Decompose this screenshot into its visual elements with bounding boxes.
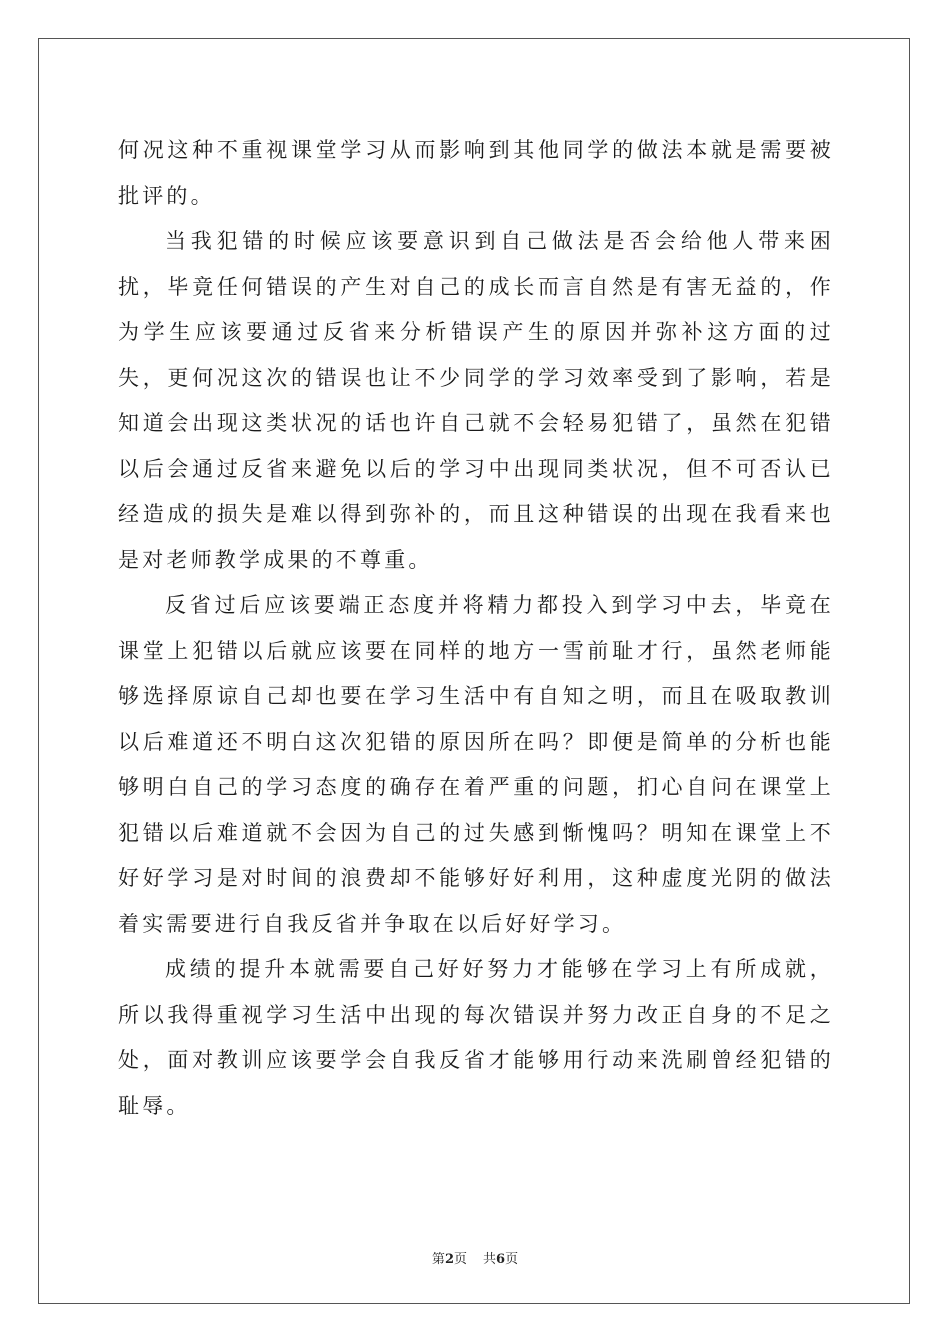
page-number: 2: [444, 1252, 454, 1267]
page-footer: [0, 1248, 950, 1267]
total-prefix: 共: [483, 1252, 497, 1267]
page-prefix: 第: [431, 1252, 445, 1267]
total-pages: 6: [496, 1252, 506, 1267]
page-suffix: 页: [453, 1252, 467, 1267]
paragraph-conclusion: 成绩的提升本就需要自己好好努力才能够在学习上有所成就，所以我得重视学习生活中出现的每次错误并努力改正自身的不足之处，面对教训应该要学会自我反省才能够用行动来洗刷曾经犯错的耻辱。: [118, 957, 834, 1118]
document-body: [118, 128, 834, 1129]
paragraph-self-awareness: 当我犯错的时候应该要意识到自己做法是否会给他人带来困扰，毕竟任何错误的产生对自己的成长而言自然是有害无益的，作为学生应该要通过反省来分析错误产生的原因并弥补这方面的过失，更何况这次的错误也让不少同学的学习效率受到了影响，若是知道会出现这类状况的话也许自己就不会轻易犯错了，虽然在犯错以后会通过反省来避免以后的学习中出现同类状况，但不可否认已经造成的损失是难以得到弥补的，而且这种错误的出现在我看来也是对老师教学成果的不尊重。: [118, 229, 834, 572]
paragraph-reflection: 反省过后应该要端正态度并将精力都投入到学习中去，毕竟在课堂上犯错以后就应该要在同样的地方一雪前耻才行，虽然老师能够选择原谅自己却也要在学习生活中有自知之明，而且在吸取教训以后难道还不明白这次犯错的原因所在吗？即便是简单的分析也能够明白自己的学习态度的确存在着严重的问题，扪心自问在课堂上犯错以后难道就不会因为自己的过失感到惭愧吗？明知在课堂上不好好学习是对时间的浪费却不能够好好利用，这种虚度光阴的做法着实需要进行自我反省并争取在以后好好学习。: [118, 593, 834, 936]
paragraph-continuation: 何况这种不重视课堂学习从而影响到其他同学的做法本就是需要被批评的。: [118, 138, 834, 208]
total-suffix: 页: [505, 1252, 519, 1267]
